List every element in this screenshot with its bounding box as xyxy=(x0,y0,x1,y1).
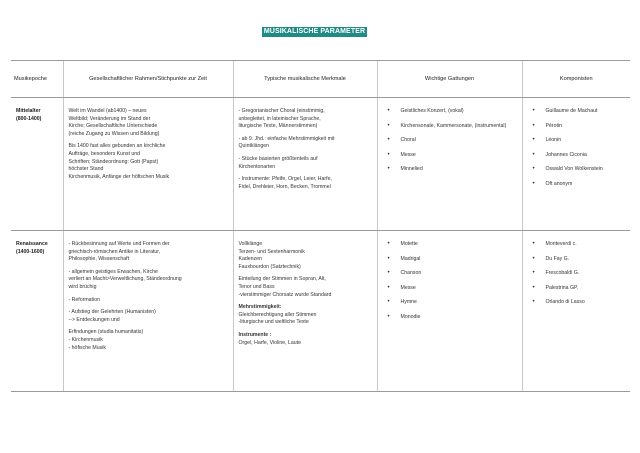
header-row xyxy=(11,61,630,98)
epoch-cell xyxy=(11,231,63,392)
text-line: Tenor und Bass xyxy=(238,283,275,290)
gattung-item: • Geistliches Konzert, (vokal) xyxy=(383,108,518,116)
header-merkmale: Typische musikalische Merkmale xyxy=(233,61,377,98)
komponist-item: • Léonin xyxy=(528,137,627,145)
mehrstimmigkeit-heading: Mehrstimmigkeit: xyxy=(238,304,282,311)
text-line: - Rückbesinnung auf Werte und Formen der xyxy=(68,241,170,247)
gesellschaft-cell xyxy=(63,231,233,392)
instrumente-heading: Instrumente : xyxy=(238,331,272,338)
komponist-item: • Monteverdi c. xyxy=(528,241,627,249)
text-line: unbegleitet, in lateinischer Sprache, xyxy=(238,115,321,122)
gattung-item: • Chanson xyxy=(383,270,518,278)
gattung-item: • Minnelied xyxy=(383,166,518,174)
komponist-item: • Oswald Von Wolkenstein xyxy=(528,166,627,174)
text-line: Kadenzen xyxy=(238,256,262,263)
header-komponisten: Komponisten xyxy=(522,61,630,98)
text-line: Kirchenmusik, Anfänge der höfischen Musik xyxy=(68,173,170,180)
epoch-years: (800-1400) xyxy=(16,115,42,122)
text-line: - Reformation xyxy=(68,296,100,303)
text-line: Philosophie, Wissenschaft xyxy=(68,256,130,263)
row-renaissance xyxy=(11,231,630,392)
row-mittelalter xyxy=(11,98,630,231)
komponist-item: • Palestrina GP. xyxy=(528,285,627,293)
text-line: Fidel, Drehleier, Horn, Becken, Trommel xyxy=(238,183,331,190)
page-title: MUSIKALISCHE PARAMETER xyxy=(263,28,366,35)
merkmale-cell xyxy=(233,231,377,392)
text-line: --> Entdeckungen und xyxy=(68,316,120,323)
text-line: (reiche Zugang zu Wissen und Bildung) xyxy=(68,130,160,137)
text-line: - Kirchenmusik xyxy=(68,336,103,343)
komponisten-cell xyxy=(522,231,630,392)
text-line: Bis 1400 fast alles gebunden an kirchliche xyxy=(68,143,166,150)
gattung-item: • Messe xyxy=(383,152,518,160)
epoch-years: (1400-1600) xyxy=(16,248,45,255)
gattung-item: • Messe xyxy=(383,285,518,293)
gesellschaft-cell xyxy=(63,98,233,231)
komponist-item: • Du Fay G. xyxy=(528,256,627,264)
text-line: Kirchentonarten xyxy=(238,163,276,170)
gattung-item: • Hymne xyxy=(383,299,518,307)
komponist-item: • Guillaume de Machaut xyxy=(528,108,627,116)
text-line: Fauxbourdon (Satztechnik) xyxy=(238,263,301,270)
text-line: griechisch-römischen Antike in Literatur, xyxy=(68,248,161,255)
text-line: -vierstimmiger Chorsatz wurde Standard xyxy=(238,291,332,298)
text-line: - Aufstieg der Gelehrten (Humanisten) xyxy=(68,309,156,316)
komponist-item: • Johannes Ciconia xyxy=(528,152,627,160)
parameter-table xyxy=(11,60,630,392)
epoch-cell xyxy=(11,98,63,231)
text-line: Einteilung der Stimmen in Sopran, Alt, xyxy=(238,276,326,283)
text-line: Aufträge, besonders Kunst und xyxy=(68,150,141,157)
komponist-item: • Pérotin xyxy=(528,123,627,131)
header-gesellschaft: Gesellschaftlicher Rahmen/Stichpunkte zur Zeit xyxy=(63,61,233,98)
gattungen-cell xyxy=(377,231,522,392)
text-line: liturgische Texte, Männerstimmen) xyxy=(238,123,318,130)
gattung-item: • Madrigal xyxy=(383,256,518,264)
gattungen-cell xyxy=(377,98,522,231)
instrumente-text: Orgel, Harfe, Violine, Laute xyxy=(238,339,301,346)
merkmale-cell xyxy=(233,98,377,231)
epoch-name: Mittelalter xyxy=(16,108,41,114)
text-line: - höfische Musik xyxy=(68,344,106,351)
text-line: Welt im Wandel (ab1400) – neues xyxy=(68,108,147,114)
text-line: Terzen- und Sextenharmonik xyxy=(238,248,305,255)
gattung-item: • Monodie xyxy=(383,314,518,322)
text-line: - ab 9. Jhd.: einfache Mehrstimmigkeit mit xyxy=(238,135,335,142)
text-line: Quintklängen xyxy=(238,143,270,150)
komponist-item: • Frescobaldi G. xyxy=(528,270,627,278)
text-line: Kirche; Gesellschaftliche Unterschiede xyxy=(68,123,158,130)
gattung-item: • Motette xyxy=(383,241,518,249)
text-line: Erfindungen (studia humanitatis) xyxy=(68,329,144,336)
text-line: - allgemein geistiges Erwachen, Kirche xyxy=(68,268,158,275)
text-line: - Instrumente: Pfeife, Orgel, Leier, Harfe, xyxy=(238,176,332,183)
header-gattungen: Wichtige Gattungen xyxy=(377,61,522,98)
text-line: -liturgische und weltliche Texte xyxy=(238,319,309,326)
text-line: Vollklänge xyxy=(238,241,263,247)
komponist-item: • Orlando di Lasso xyxy=(528,299,627,307)
text-line: verliert an Macht>Verweltlichung, Ständeordnung xyxy=(68,276,182,283)
text-line: Gleichberechtigung aller Stimmen xyxy=(238,311,317,318)
header-musikepoche: Musikepoche xyxy=(11,61,63,98)
text-line: Schriften; Ständeordnung: Gott (Papst) xyxy=(68,158,159,165)
komponist-item: • Oft anonym xyxy=(528,181,627,189)
text-line: - Gregorianischer Choral (einstimmig, xyxy=(238,108,325,114)
text-line: wird brüchig xyxy=(68,283,97,290)
gattung-item: • Choral xyxy=(383,137,518,145)
text-line: Weltbild; Veränderung im Stand der xyxy=(68,115,151,122)
epoch-name: Renaissance xyxy=(16,241,48,247)
text-line: - Stücke basierten größtenteils auf xyxy=(238,155,318,162)
komponisten-cell xyxy=(522,98,630,231)
gattung-item: • Kirchensonate, Kammersonate, (instrumental) xyxy=(383,123,518,131)
text-line: höchster Stand xyxy=(68,166,104,173)
